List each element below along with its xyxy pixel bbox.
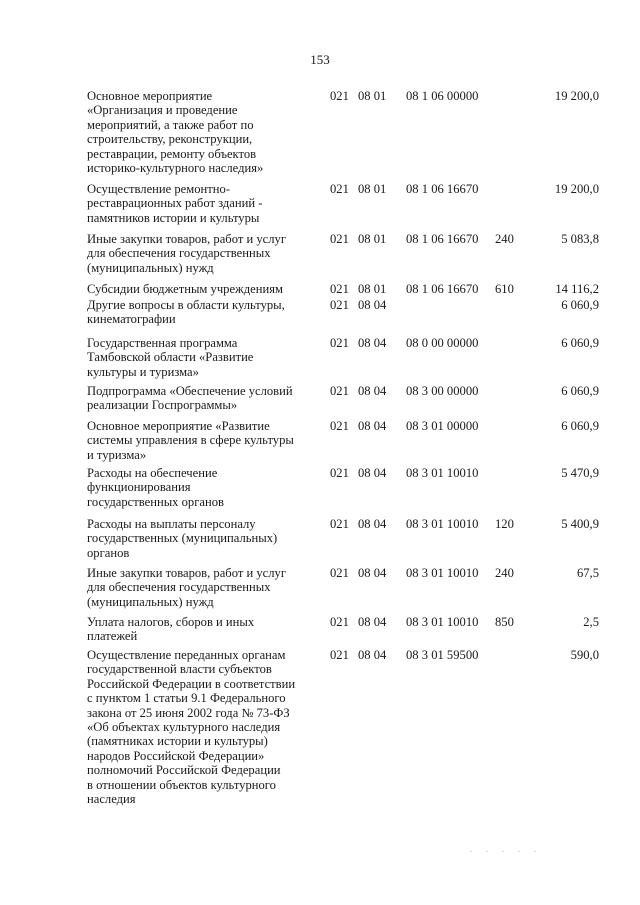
amount: 5 083,8 bbox=[561, 232, 599, 246]
expense-type-code: 850 bbox=[495, 615, 514, 629]
target-article-code: 08 0 00 00000 bbox=[406, 336, 479, 350]
row-name bbox=[87, 298, 312, 327]
row-name-line: реставрационных работ зданий - bbox=[87, 196, 263, 211]
admin-code: 021 bbox=[330, 466, 349, 480]
amount: 6 060,9 bbox=[561, 298, 599, 312]
row-name bbox=[87, 282, 312, 296]
page-number: 153 bbox=[310, 52, 330, 67]
row-name-line: Российской Федерации в соответствии bbox=[87, 676, 296, 691]
row-name-line: государственной власти субъектов bbox=[87, 662, 272, 677]
row-name-line: Уплата налогов, сборов и иных bbox=[87, 615, 255, 629]
amount: 6 060,9 bbox=[561, 384, 599, 398]
target-article-code: 08 1 06 00000 bbox=[406, 89, 479, 103]
section-code: 08 01 bbox=[358, 89, 387, 103]
row-name-line: наследия bbox=[87, 792, 136, 807]
row-name-line: Осуществление ремонтно- bbox=[87, 182, 231, 196]
row-name bbox=[87, 419, 312, 462]
admin-code: 021 bbox=[330, 298, 349, 312]
row-name-line: Государственная программа bbox=[87, 336, 238, 350]
row-name-line: для обеспечения государственных bbox=[87, 580, 271, 595]
row-name-line: Расходы на выплаты персоналу bbox=[87, 517, 256, 531]
section-code: 08 04 bbox=[358, 336, 387, 350]
row-name bbox=[87, 466, 312, 509]
row-name bbox=[87, 336, 312, 379]
row-name bbox=[87, 384, 312, 413]
admin-code: 021 bbox=[330, 89, 349, 103]
row-name-line: системы управления в сфере культуры bbox=[87, 433, 294, 448]
amount: 2,5 bbox=[583, 615, 599, 629]
section-code: 08 04 bbox=[358, 298, 387, 312]
row-name-line: строительству, реконструкции, bbox=[87, 132, 253, 147]
row-name-line: реализации Госпрограммы» bbox=[87, 398, 238, 413]
expense-type-code: 120 bbox=[495, 517, 514, 531]
row-name-line: «Об объектах культурного наследия bbox=[87, 720, 281, 735]
row-name bbox=[87, 232, 312, 275]
target-article-code: 08 3 01 10010 bbox=[406, 517, 479, 531]
section-code: 08 04 bbox=[358, 384, 387, 398]
admin-code: 021 bbox=[330, 182, 349, 196]
admin-code: 021 bbox=[330, 517, 349, 531]
section-code: 08 04 bbox=[358, 615, 387, 629]
amount: 5 470,9 bbox=[561, 466, 599, 480]
row-name-line: Расходы на обеспечение bbox=[87, 466, 218, 480]
section-code: 08 04 bbox=[358, 648, 387, 662]
row-name-line: в отношении объектов культурного bbox=[87, 777, 276, 792]
target-article-code: 08 1 06 16670 bbox=[406, 232, 479, 246]
row-name-line: Иные закупки товаров, работ и услуг bbox=[87, 566, 287, 580]
section-code: 08 01 bbox=[358, 282, 387, 296]
section-code: 08 04 bbox=[358, 517, 387, 531]
amount: 14 116,2 bbox=[555, 282, 599, 296]
row-name-line: с пунктом 1 статьи 9.1 Федерального bbox=[87, 691, 286, 706]
row-name bbox=[87, 566, 312, 609]
expense-type-code: 610 bbox=[495, 282, 514, 296]
amount: 5 400,9 bbox=[561, 517, 599, 531]
admin-code: 021 bbox=[330, 384, 349, 398]
row-name-line: для обеспечения государственных bbox=[87, 246, 271, 261]
row-name-line: государственных органов bbox=[87, 494, 224, 509]
row-name-line: Основное мероприятие bbox=[87, 89, 213, 103]
row-name-line: реставрации, ремонту объектов bbox=[87, 146, 257, 161]
section-code: 08 04 bbox=[358, 466, 387, 480]
admin-code: 021 bbox=[330, 648, 349, 662]
row-name-line: Другие вопросы в области культуры, bbox=[87, 298, 285, 312]
section-code: 08 04 bbox=[358, 419, 387, 433]
admin-code: 021 bbox=[330, 615, 349, 629]
admin-code: 021 bbox=[330, 566, 349, 580]
admin-code: 021 bbox=[330, 419, 349, 433]
row-name bbox=[87, 89, 312, 175]
row-name-line: платежей bbox=[87, 629, 138, 644]
amount: 19 200,0 bbox=[554, 89, 599, 103]
admin-code: 021 bbox=[330, 232, 349, 246]
row-name-line: государственных (муниципальных) bbox=[87, 531, 278, 546]
admin-code: 021 bbox=[330, 336, 349, 350]
row-name-line: кинематографии bbox=[87, 312, 176, 327]
expense-type-code: 240 bbox=[495, 566, 514, 580]
row-name-line: памятников истории и культуры bbox=[87, 210, 260, 225]
row-name bbox=[87, 615, 312, 644]
row-name-line: (муниципальных) нужд bbox=[87, 594, 214, 609]
row-name-line: народов Российской Федерации» bbox=[87, 748, 265, 763]
row-name-line: Осуществление переданных органам bbox=[87, 648, 286, 662]
target-article-code: 08 1 06 16670 bbox=[406, 182, 479, 196]
row-name bbox=[87, 648, 312, 806]
row-name-line: (памятниках истории и культуры) bbox=[87, 734, 268, 749]
row-name-line: «Организация и проведение bbox=[87, 103, 238, 118]
target-article-code: 08 3 01 10010 bbox=[406, 466, 479, 480]
amount: 19 200,0 bbox=[554, 182, 599, 196]
target-article-code: 08 3 01 10010 bbox=[406, 566, 479, 580]
row-name-line: функционирования bbox=[87, 480, 191, 495]
admin-code: 021 bbox=[330, 282, 349, 296]
row-name-line: историко-культурного наследия» bbox=[87, 161, 264, 176]
target-article-code: 08 3 01 10010 bbox=[406, 615, 479, 629]
section-code: 08 01 bbox=[358, 182, 387, 196]
target-article-code: 08 1 06 16670 bbox=[406, 282, 479, 296]
target-article-code: 08 3 01 59500 bbox=[406, 648, 479, 662]
scan-noise: . . . . . bbox=[470, 845, 542, 854]
expense-type-code: 240 bbox=[495, 232, 514, 246]
row-name-line: полномочий Российской Федерации bbox=[87, 763, 281, 778]
row-name-line: мероприятий, а также работ по bbox=[87, 117, 254, 132]
row-name bbox=[87, 182, 312, 225]
row-name-line: Иные закупки товаров, работ и услуг bbox=[87, 232, 287, 246]
amount: 67,5 bbox=[576, 566, 599, 580]
row-name-line: Подпрограмма «Обеспечение условий bbox=[87, 384, 293, 398]
amount: 590,0 bbox=[570, 648, 599, 662]
row-name-line: (муниципальных) нужд bbox=[87, 260, 214, 275]
section-code: 08 04 bbox=[358, 566, 387, 580]
amount: 6 060,9 bbox=[561, 336, 599, 350]
row-name-line: Тамбовской области «Развитие bbox=[87, 350, 254, 365]
row-name-line: Основное мероприятие «Развитие bbox=[87, 419, 270, 433]
row-name-line: Субсидии бюджетным учреждениям bbox=[87, 282, 283, 296]
row-name-line: культуры и туризма» bbox=[87, 364, 199, 379]
target-article-code: 08 3 00 00000 bbox=[406, 384, 479, 398]
row-name-line: органов bbox=[87, 545, 130, 560]
row-name-line: и туризма» bbox=[87, 447, 147, 462]
amount: 6 060,9 bbox=[561, 419, 599, 433]
section-code: 08 01 bbox=[358, 232, 387, 246]
row-name bbox=[87, 517, 312, 560]
target-article-code: 08 3 01 00000 bbox=[406, 419, 479, 433]
row-name-line: закона от 25 июня 2002 года № 73-ФЗ bbox=[87, 705, 290, 720]
